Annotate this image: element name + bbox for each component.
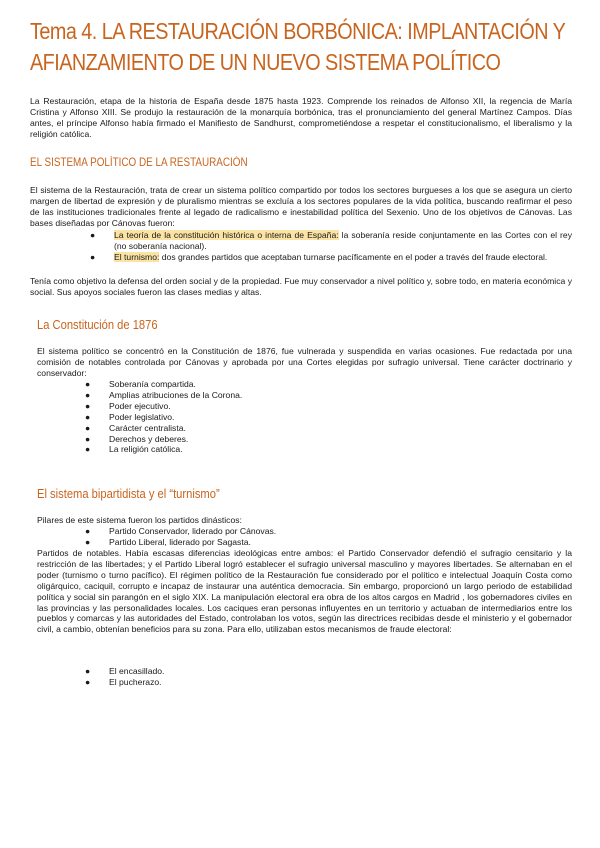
- list-item: [85, 423, 485, 434]
- section1-paragraph-2: Tenía como objetivo la defensa del orden social y de la propiedad. Fue muy conservador a nivel político y, sobre todo, en materia económica y social. Sus apoyos sociales fueron las clases medias y altas.: [30, 276, 572, 297]
- bullet-glyph: ●: [85, 444, 91, 455]
- list-item: [85, 677, 485, 688]
- bullet-glyph: ●: [85, 422, 91, 433]
- bullet-glyph: ●: [85, 389, 91, 400]
- list-item: [85, 666, 485, 677]
- bullet-glyph: ●: [85, 666, 91, 676]
- list-item: [85, 537, 485, 548]
- list-item-text: Poder legislativo.: [109, 411, 175, 422]
- section3-bullet-list: [85, 526, 485, 548]
- bullet-glyph: ●: [90, 251, 96, 262]
- list-item-text: Soberanía compartida.: [109, 379, 196, 389]
- list-item-text: El pucherazo.: [109, 676, 162, 687]
- list-item: [85, 390, 485, 401]
- bullet-glyph: ●: [85, 526, 91, 536]
- bullet-glyph: ●: [85, 433, 91, 444]
- bullet-glyph: ●: [85, 536, 91, 547]
- list-item-text: Poder ejecutivo.: [109, 400, 171, 411]
- section1-bullet-list: [90, 230, 572, 263]
- list-item: [90, 230, 572, 252]
- bullet-glyph: ●: [85, 400, 91, 411]
- list-item-text: La religión católica.: [109, 444, 183, 455]
- list-item-text: Derechos y deberes.: [109, 433, 189, 444]
- list-item: [90, 252, 572, 263]
- title-line-1: Tema 4. LA RESTAURACIÓN BORBÓNICA: IMPLANTACIÓN Y: [30, 18, 566, 44]
- list-item-text: dos grandes partidos que aceptaban turnarse pacíficamente en el poder a través del fraude electoral.: [159, 251, 548, 262]
- section-heading-sistema-politico: EL SISTEMA POLÍTICO DE LA RESTAURACIÓN: [30, 157, 248, 169]
- list-item-text: Partido Liberal, liderado por Sagasta.: [109, 536, 251, 547]
- list-item: [85, 444, 485, 455]
- list-item-text: Partido Conservador, liderado por Cánovas.: [109, 526, 277, 536]
- section3-lead: Pilares de este sistema fueron los partidos dinásticos:: [37, 515, 242, 525]
- bullet-glyph: ●: [85, 411, 91, 422]
- list-item-text: Amplias atribuciones de la Corona.: [109, 389, 243, 400]
- intro-paragraph: La Restauración, etapa de la historia de España desde 1875 hasta 1923. Comprende los reinados de Alfonso XII, la regencia de María Cristina y Alfonso XIII. Se produjo la restauración de la monarquía borbónica, tras el pronunciamiento del general Martínez Campos. Días antes, el príncipe Alfonso había firmado el Manifiesto de Sandhurst, comprometiéndose a respetar el constitucionalismo, el liberalismo y la religión católica.: [30, 96, 572, 139]
- list-item: [85, 379, 485, 390]
- list-item-text: El encasillado.: [109, 666, 165, 676]
- bullet-glyph: ●: [85, 676, 91, 687]
- bullet-glyph: ●: [85, 379, 91, 389]
- list-item: [85, 412, 485, 423]
- list-item: [85, 401, 485, 412]
- bullet-glyph: ●: [90, 230, 96, 240]
- page-title: [30, 16, 580, 78]
- highlighted-text: La teoría de la constitución histórica o interna de España:: [114, 230, 339, 240]
- section3-fraud-list: [85, 666, 485, 688]
- section2-bullet-list: [85, 379, 485, 455]
- section3-paragraph: Partidos de notables. Había escasas diferencias ideológicas entre ambos: el Partido Conservador defendió el sufragio censitario y la restricción de las libertades; y el Partido Liberal logró establecer el sufragio universal masculino y mayores libertades. Se alternaban en el poder (turnismo o turno pacífico). El régimen político de la Restauración fue considerado por el político e intelectual Joaquín Costa como oligárquico, caciquil, corrupto e incapaz de instaurar una auténtica democracia. Sin embargo, proporcionó un largo periodo de estabilidad política y social sin parangón en el siglo XIX. La manipulación electoral era obra de los altos cargos en Madrid , los gobernadores civiles en las provincias y las personalidades locales. Los caciques eran personas influyentes en un territorio y actuaban de intermediarios entre los pueblos y comarcas y las autoridades del Estado, controlaban los votos, según las directrices recibidas desde el ministerio y el gobernador civil, a cambio, obtenían beneficios para su zona. Para ello, utilizaban estos mecanismos de fraude electoral:: [37, 548, 572, 635]
- list-item: [85, 526, 485, 537]
- section-heading-bipartidista: El sistema bipartidista y el “turnismo”: [37, 486, 220, 501]
- highlighted-text: El turnismo:: [114, 251, 160, 262]
- title-line-2: AFIANZAMIENTO DE UN NUEVO SISTEMA POLÍTICO: [30, 49, 501, 75]
- list-item-text: la soberanía reside conjuntamente en las Cortes con el rey (no soberanía nacional).: [114, 230, 572, 251]
- list-item: [85, 434, 485, 445]
- section1-paragraph: El sistema de la Restauración, trata de crear un sistema político compartido por todos los sectores burgueses a los que se asegura un cierto margen de libertad de expresión y de pluralismo mientras se excluía a los sectores populares de la vida política, buscando reafirmar el peso de las instituciones tradicionales frente al legado de radicalismo e inestabilidad política del Sexenio. Uno de los objetivos de Cánovas. Las bases diseñadas por Cánovas fueron:: [30, 185, 572, 228]
- section2-paragraph: El sistema político se concentró en la Constitución de 1876, fue vulnerada y suspendida en varias ocasiones. Fue redactada por una comisión de notables controlada por Cánovas y aprobada por una Cortes elegidas por sufragio universal. Tiene carácter doctrinario y conservador:: [37, 346, 572, 378]
- section-heading-constitucion: La Constitución de 1876: [37, 317, 158, 332]
- list-item-text: Carácter centralista.: [109, 422, 186, 433]
